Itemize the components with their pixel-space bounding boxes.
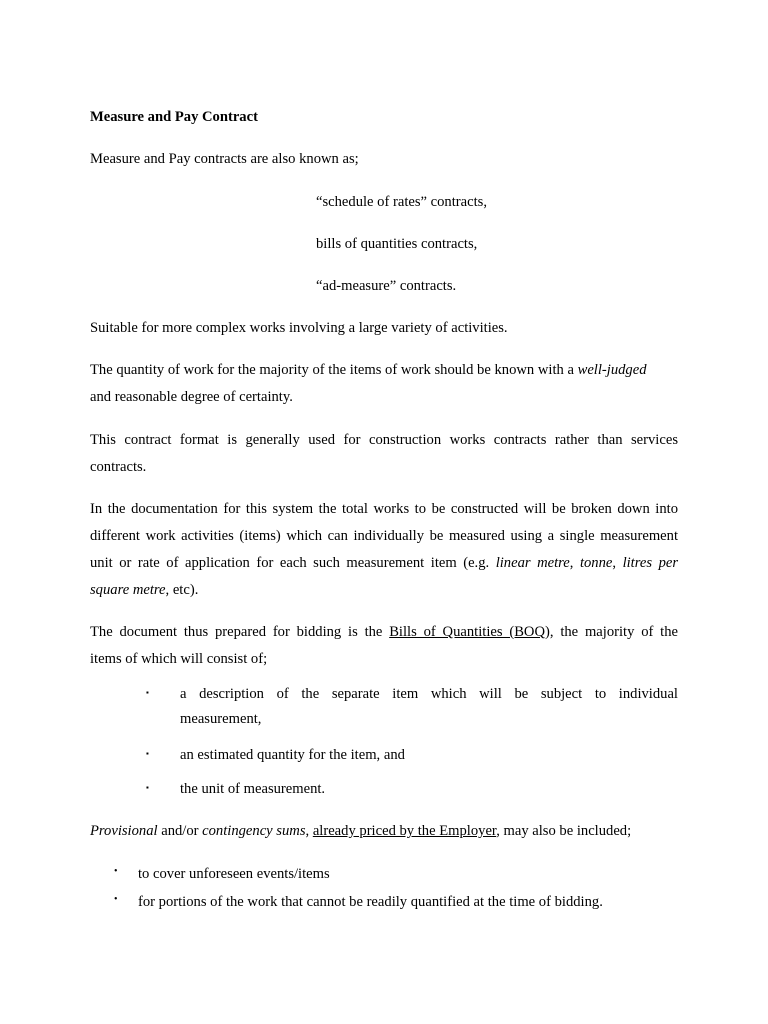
boq-line-1: The document thus prepared for bidding is the Bills of Quantities (BOQ), the majority of the — [90, 624, 678, 640]
aka-item-bills-of-quantities: bills of quantities contracts, — [316, 236, 478, 252]
square-bullet-icon: ▪ — [146, 783, 149, 792]
provisional-item-unquantified: for portions of the work that cannot be readily quantified at the time of bidding. — [138, 894, 603, 910]
format-paragraph — [90, 433, 678, 475]
documentation-line-2: different work activities (items) which can individually be measured using a single measurement — [90, 528, 678, 544]
square-bullet-icon: ▪ — [146, 749, 149, 758]
quantity-emphasis: well-judged — [577, 362, 647, 378]
suitable-paragraph: Suitable for more complex works involving a large variety of activities. — [90, 320, 508, 336]
round-bullet-icon: • — [114, 866, 118, 877]
quantity-paragraph — [90, 363, 678, 405]
quantity-text: The quantity of work for the majority of the items of work should be known with a — [90, 362, 578, 378]
boq-link: Bills of Quantities (BOQ), — [389, 624, 554, 640]
documentation-paragraph — [90, 502, 678, 598]
aka-item-schedule-of-rates: “schedule of rates” contracts, — [316, 194, 487, 210]
employer-priced-text: already priced by the Employer — [312, 823, 497, 839]
boq-paragraph — [90, 625, 678, 667]
boq-item-unit: the unit of measurement. — [180, 781, 326, 797]
documentation-line-4: square metre, etc). — [90, 582, 199, 598]
round-bullet-icon: • — [114, 894, 118, 905]
document-heading: Measure and Pay Contract — [90, 109, 258, 125]
documentation-line-1: In the documentation for this system the total works to be constructed will be broken down into — [90, 501, 678, 517]
aka-item-ad-measure: “ad-measure” contracts. — [316, 278, 457, 294]
boq-item-quantity: an estimated quantity for the item, and — [180, 747, 405, 763]
provisional-item-unforeseen: to cover unforeseen events/items — [138, 866, 330, 882]
intro-paragraph: Measure and Pay contracts are also known as; — [90, 151, 359, 167]
format-line-2: contracts. — [90, 459, 147, 475]
quantity-line-2: and reasonable degree of certainty. — [90, 389, 293, 405]
square-bullet-icon: ▪ — [146, 688, 149, 697]
documentation-line-3: unit or rate of application for each such measurement item (e.g. linear metre, tonne, litres per — [90, 555, 679, 571]
format-line-1: This contract format is generally used for construction works contracts rather than services — [90, 432, 678, 448]
boq-item-description: a description of the separate item which will be subject to individual measurement, — [180, 686, 678, 727]
provisional-paragraph: Provisional and/or contingency sums, already priced by the Employer, may also be included; — [90, 823, 632, 839]
boq-line-2: items of which will consist of; — [90, 651, 268, 667]
